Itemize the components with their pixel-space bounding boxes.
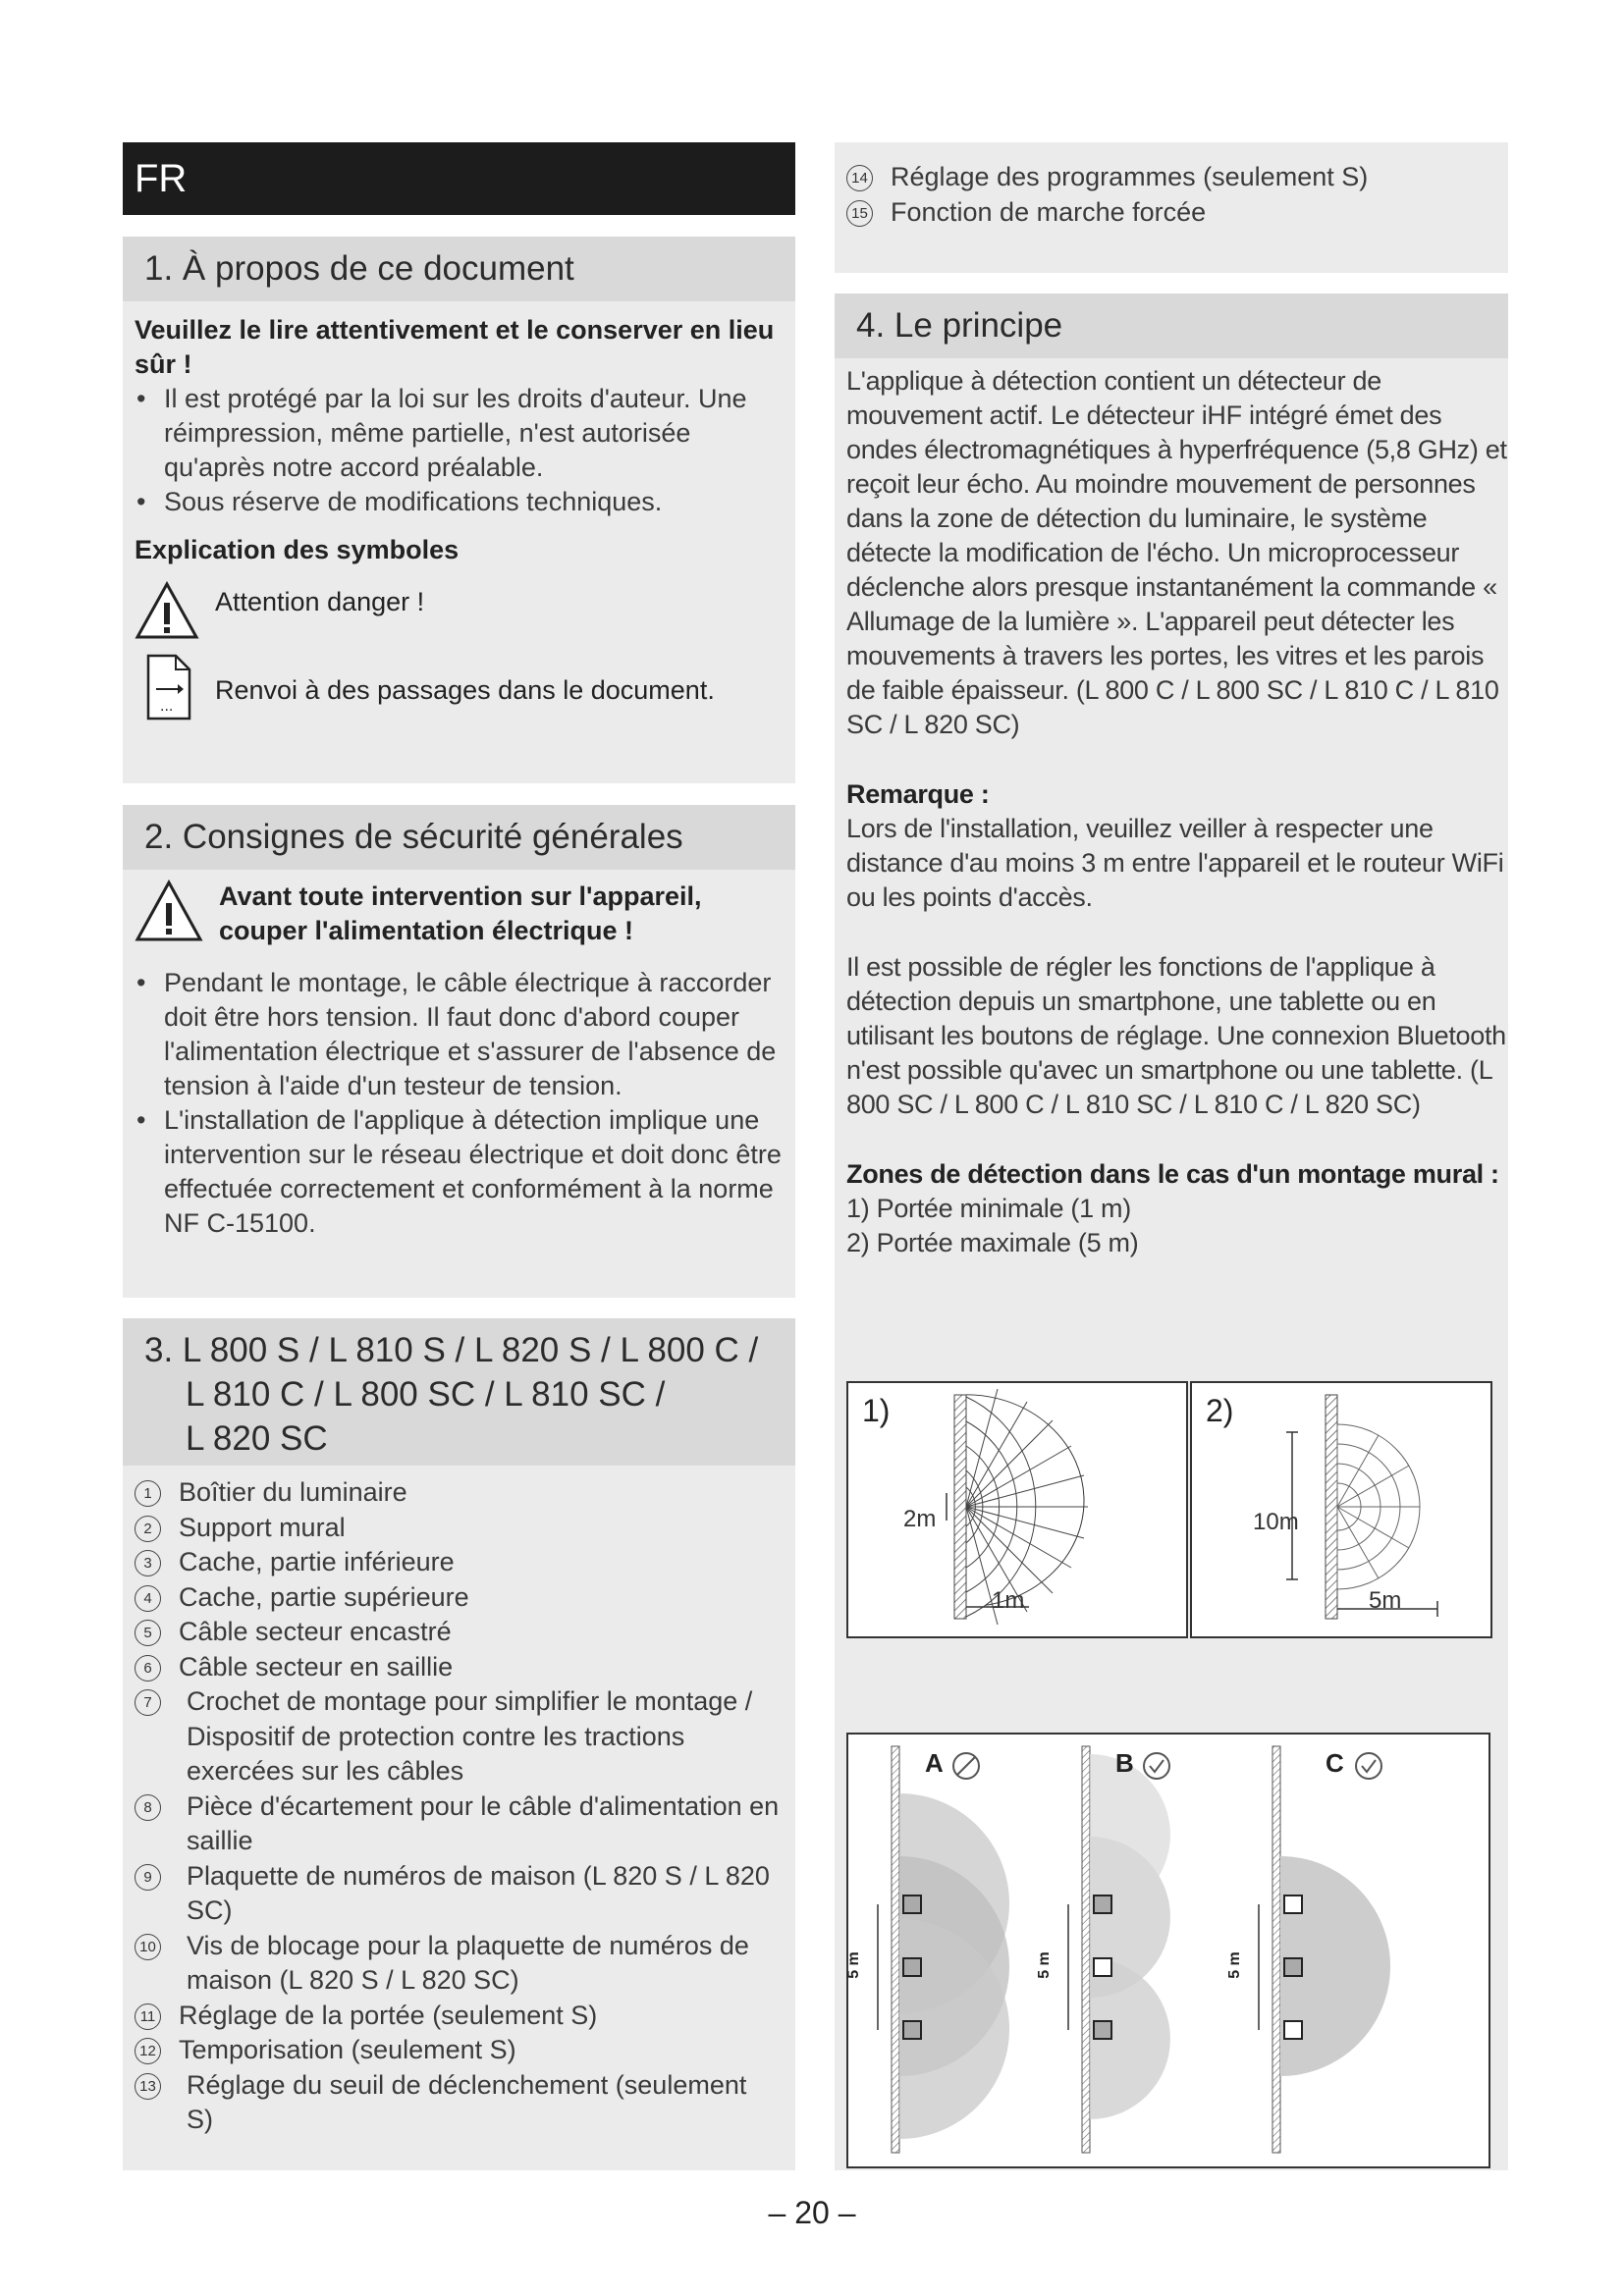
detection-zone-diagram xyxy=(1192,1383,1490,1636)
part-number: 15 xyxy=(846,200,873,227)
part-number: 6 xyxy=(135,1655,161,1682)
part-number: 4 xyxy=(135,1585,161,1612)
section-3-title-line: L 810 C / L 800 SC / L 810 SC / xyxy=(186,1375,666,1414)
figure-2-range-label: 5m xyxy=(1369,1587,1402,1614)
part-label: Réglage des programmes (seulement S) xyxy=(891,162,1369,191)
section-3-title-line: 3. L 800 S / L 810 S / L 820 S / L 800 C / xyxy=(144,1331,759,1369)
section-1-panel xyxy=(123,237,795,783)
note-title: Remarque : xyxy=(846,779,990,809)
part-label: Pièce d'écartement pour le câble d'alimentation en saillie xyxy=(187,1790,780,1855)
part-label: Temporisation (seulement S) xyxy=(179,2035,516,2064)
symbol-warning-label: Attention danger ! xyxy=(215,587,425,616)
section-2-bullet: • L'installation de l'applique à détection implique une intervention sur le réseau électrique et doit donc être effectuée correctement et conformément à la norme NF C-15100. xyxy=(135,1103,785,1241)
part-label: Crochet de montage pour simplifier le montage / Dispositif de protection contre les tractions exercées sur les câbles xyxy=(187,1686,753,1786)
section-1-bullet: • Sous réserve de modifications techniques. xyxy=(135,485,785,519)
section-4-title: 4. Le principe xyxy=(835,294,1508,358)
section-1-bullet: • Il est protégé par la loi sur les droits d'auteur. Une réimpression, même partielle, n'est autorisée qu'après notre accord préalable. xyxy=(135,382,785,485)
section-4-paragraph-2: Il est possible de régler les fonctions de l'applique à détection depuis un smartphone, une tablette ou en utilisant les boutons de réglage. Une connexion Bluetooth n'est possible qu'avec un smartphone ou une tablette. (L 800 SC / L 800 C / L 810 SC / L 810 C / L 820 SC) xyxy=(846,952,1506,1119)
section-3-panel xyxy=(123,1318,795,2170)
section-2-bullet: • Pendant le montage, le câble électrique à raccorder doit être hors tension. Il faut donc d'abord couper l'alimentation électrique et s'assurer de l'absence de tension à l'aide d'un testeur de tension. xyxy=(135,966,785,1103)
spacing-label-a: 5 m xyxy=(844,1951,862,1979)
section-2-title: 2. Consignes de sécurité générales xyxy=(123,805,795,870)
parts-list-item xyxy=(135,1511,780,1546)
part-label: Cache, partie supérieure xyxy=(179,1581,469,1612)
parts-list-item xyxy=(135,1615,780,1650)
part-number: 14 xyxy=(846,165,873,191)
parts-list-item xyxy=(135,2068,780,2138)
section-4-panel xyxy=(835,294,1508,2170)
language-header: FR xyxy=(123,142,795,215)
document-reference-icon xyxy=(135,652,199,722)
figure-c-label: C xyxy=(1326,1748,1344,1778)
symbols-title: Explication des symboles xyxy=(135,535,460,564)
figure-1-height-label: 2m xyxy=(903,1506,937,1532)
spacing-label-b: 5 m xyxy=(1035,1951,1053,1979)
figure-1-range-label: 1m xyxy=(992,1587,1025,1614)
section-2-warning: Avant toute intervention sur l'appareil, couper l'alimentation électrique ! xyxy=(219,881,702,945)
warning-triangle-icon xyxy=(135,581,199,640)
part-label: Support mural xyxy=(179,1512,346,1542)
part-label: Vis de blocage pour la plaquette de numéros de maison (L 820 S / L 820 SC) xyxy=(187,1930,749,1995)
figure-min-range xyxy=(846,1381,1188,1638)
section-2-panel xyxy=(123,805,795,1298)
part-label: Plaquette de numéros de maison (L 820 S / L 820 SC) xyxy=(187,1860,770,1925)
figure-2-height-label: 10m xyxy=(1253,1509,1299,1535)
zone-max-label: 2) Portée maximale (5 m) xyxy=(846,1228,1139,1257)
part-number: 3 xyxy=(135,1550,161,1576)
figure-a-label: A xyxy=(925,1748,944,1778)
parts-list-item xyxy=(135,2033,780,2068)
parts-list-item xyxy=(135,1545,780,1580)
page-number: – 20 – xyxy=(768,2195,856,2230)
parts-list xyxy=(123,1466,795,2138)
figure-2-label: 2) xyxy=(1206,1393,1234,1428)
part-label: Fonction de marche forcée xyxy=(891,196,1207,227)
parts-list-item xyxy=(135,1650,780,1685)
overlap-zones-diagram xyxy=(848,1735,1489,2166)
zone-min-label: 1) Portée minimale (1 m) xyxy=(846,1194,1131,1223)
figure-1-label: 1) xyxy=(862,1393,891,1428)
section-3-title xyxy=(123,1318,795,1466)
part-label: Câble secteur en saillie xyxy=(179,1651,454,1682)
section-4-body: L'applique à détection contient un détecteur de mouvement actif. Le détecteur iHF intégré émet des ondes électromagnétiques à hyperfréquence (5,8 GHz) et reçoit leur écho. Au moindre mouvement de personnes dans la zone de détection du luminaire, le système détecte la modification de l'écho. Un microprocesseur déclenche alors presque instantanément la commande « Allumage de la lumière ». L'appareil peut détecter les mouvements à travers les portes, les vitres et les parois de faible épaisseur. (L 800 C / L 800 SC / L 810 C / L 810 SC / L 820 SC) xyxy=(846,366,1507,739)
part-label: Câble secteur encastré xyxy=(179,1617,452,1646)
parts-list-item xyxy=(135,1999,780,2034)
svg-text:...: ... xyxy=(160,699,174,715)
parts-list-item xyxy=(846,160,1492,195)
parts-list-item xyxy=(846,195,1492,231)
warning-triangle-icon xyxy=(135,880,203,942)
part-label: Réglage de la portée (seulement S) xyxy=(179,2000,598,2030)
part-number: 8 xyxy=(135,1794,161,1821)
figure-max-range xyxy=(1190,1381,1492,1638)
figure-spacing-examples xyxy=(846,1733,1490,2168)
part-number: 10 xyxy=(135,1934,161,1960)
part-label: Réglage du seuil de déclenchement (seulement S) xyxy=(187,2069,747,2134)
part-label: Boîtier du luminaire xyxy=(179,1477,407,1507)
part-number: 13 xyxy=(135,2073,161,2100)
note-body: Lors de l'installation, veuillez veiller à respecter une distance d'au moins 3 m entre l'appareil et le routeur WiFi ou les points d'accès. xyxy=(846,814,1504,912)
section-1-title: 1. À propos de ce document xyxy=(123,237,795,301)
symbol-reference-label: Renvoi à des passages dans le document. xyxy=(215,675,715,705)
figure-b-label: B xyxy=(1115,1748,1134,1778)
spacing-label-c: 5 m xyxy=(1225,1951,1243,1979)
part-number: 5 xyxy=(135,1620,161,1646)
part-number: 1 xyxy=(135,1480,161,1507)
parts-list-item xyxy=(135,1929,780,1999)
part-number: 12 xyxy=(135,2038,161,2064)
parts-list-item xyxy=(135,1684,780,1789)
part-number: 9 xyxy=(135,1864,161,1891)
part-label: Cache, partie inférieure xyxy=(179,1547,455,1576)
section-3-title-line: L 820 SC xyxy=(186,1419,328,1458)
part-number: 2 xyxy=(135,1516,161,1542)
section-1-intro: Veuillez le lire attentivement et le conserver en lieu sûr ! xyxy=(135,315,775,379)
parts-list-item xyxy=(135,1789,780,1859)
parts-list-item xyxy=(135,1859,780,1929)
part-number: 11 xyxy=(135,2003,161,2030)
parts-list-continued xyxy=(835,142,1508,273)
zones-title: Zones de détection dans le cas d'un montage mural : xyxy=(846,1159,1499,1189)
parts-list-item xyxy=(135,1580,780,1616)
part-number: 7 xyxy=(135,1689,161,1716)
parts-list-item xyxy=(135,1475,780,1511)
